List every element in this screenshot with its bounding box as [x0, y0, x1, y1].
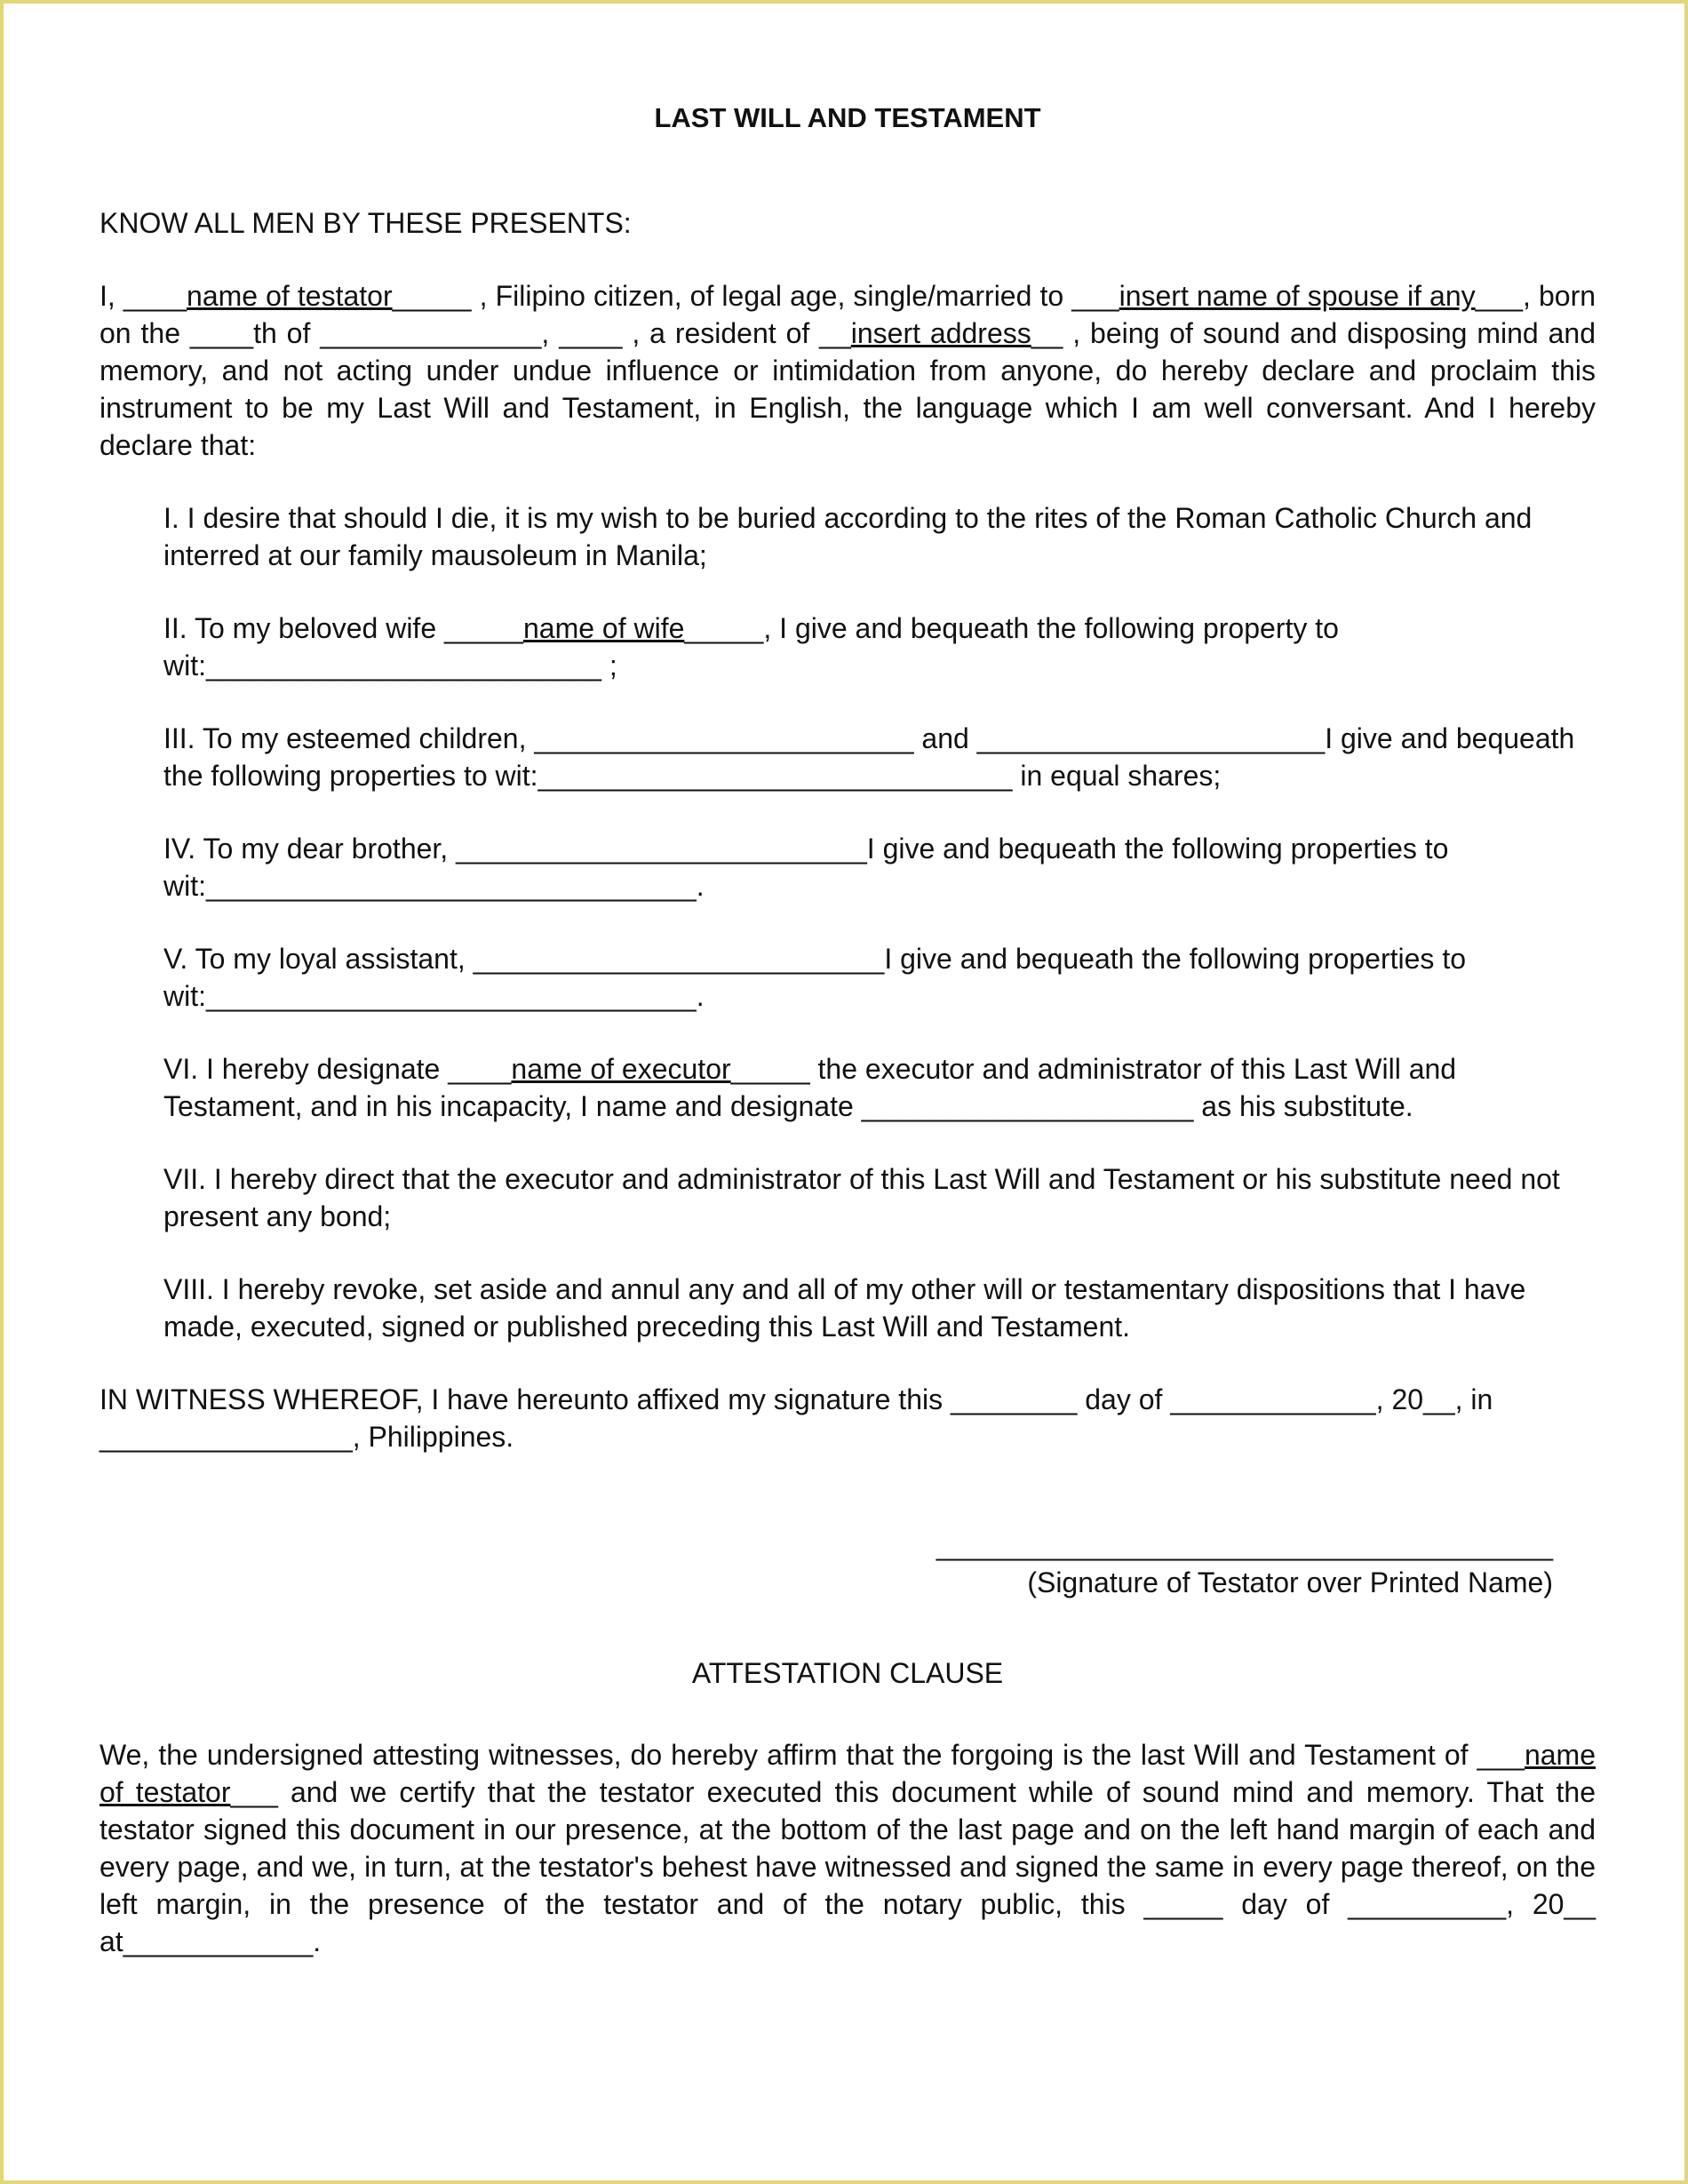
document-body [100, 100, 1596, 1960]
wife-name-field: name of wife [522, 612, 685, 644]
clause-3: III. To my esteemed children, ________________________ and ______________________I give and bequeath the following properties to wit:______________________________ in equal shares; [163, 722, 1575, 792]
intro-text-3: ___, born on the ____th of ______________, ____ , a resident of __ [100, 280, 1596, 349]
know-all-men-line: KNOW ALL MEN BY THESE PRESENTS: [100, 207, 632, 239]
attestation-text-2: ___ and we certify that the testator executed this document while of sound mind and memory. That the testator signed this document in our presence, at the bottom of the last page and on the left hand margin of each and every page, and we, in turn, at the testator's behest have witnessed and signed the same in every page thereof, on the left margin, in the presence of the testator and of the notary public, this _____ day of __________, 20__ at____________. [100, 1776, 1596, 1957]
attestation-title: ATTESTATION CLAUSE [691, 1657, 1004, 1689]
clause-6 [163, 1050, 1596, 1125]
clause-4: IV. To my dear brother, __________________________I give and bequeath the following properties to wit:_______________________________. [163, 833, 1449, 902]
executor-name-field: name of executor [511, 1053, 731, 1085]
signature-block [100, 1526, 1596, 1601]
signature-line: _______________________________________ [936, 1529, 1553, 1561]
spouse-name-field: insert name of spouse if any [1119, 280, 1476, 312]
attestation-testator-field: name of testator [100, 1739, 1596, 1808]
signature-caption: (Signature of Testator over Printed Name) [1027, 1566, 1553, 1598]
intro-text-4: __ , being of sound and disposing mind and memory, and not acting under undue influence or intimidation from anyone, do hereby declare and proclaim this instrument to be my Last Will and Testament, in English, the language which I am well conversant. And I hereby declare that: [100, 317, 1596, 461]
clause-2-text-a: II. To my beloved wife _____ [163, 612, 523, 644]
document-title: LAST WILL AND TESTAMENT [654, 102, 1041, 133]
testator-name-field: name of testator [187, 280, 393, 312]
intro-text-1: I, ____ [100, 280, 187, 312]
clause-1: I. I desire that should I die, it is my wish to be buried according to the rites of the Roman Catholic Church and interred at our family mausoleum in Manila; [163, 502, 1533, 571]
witness-paragraph: IN WITNESS WHEREOF, I have hereunto affixed my signature this ________ day of _____________, 20__, in ________________, Philippines. [100, 1383, 1493, 1453]
clause-2-text-b: _____, I give and bequeath the following property to wit:_________________________ ; [163, 612, 1339, 682]
clause-6-text-a: VI. I hereby designate ____ [163, 1053, 512, 1085]
clause-7: VII. I hereby direct that the executor and administrator of this Last Will and Testament or his substitute need not present any bond; [163, 1163, 1560, 1232]
clause-5: V. To my loyal assistant, __________________________I give and bequeath the following properties to wit:_______________________________. [163, 943, 1466, 1012]
clause-8: VIII. I hereby revoke, set aside and annul any and all of my other will or testamentary dispositions that I have made, executed, signed or published preceding this Last Will and Testament. [163, 1273, 1526, 1343]
clause-2 [163, 610, 1596, 684]
intro-paragraph [100, 277, 1596, 464]
attestation-text-1: We, the undersigned attesting witnesses, do hereby affirm that the forgoing is the last Will and Testament of ___ [100, 1739, 1525, 1771]
intro-text-2: _____ , Filipino citizen, of legal age, single/married to ___ [392, 280, 1119, 312]
clause-6-text-b: _____ the executor and administrator of this Last Will and Testament, and in his incapacity, I name and designate _____________________ as his substitute. [163, 1053, 1457, 1122]
address-field: insert address [850, 317, 1031, 349]
attestation-paragraph [100, 1736, 1596, 1960]
